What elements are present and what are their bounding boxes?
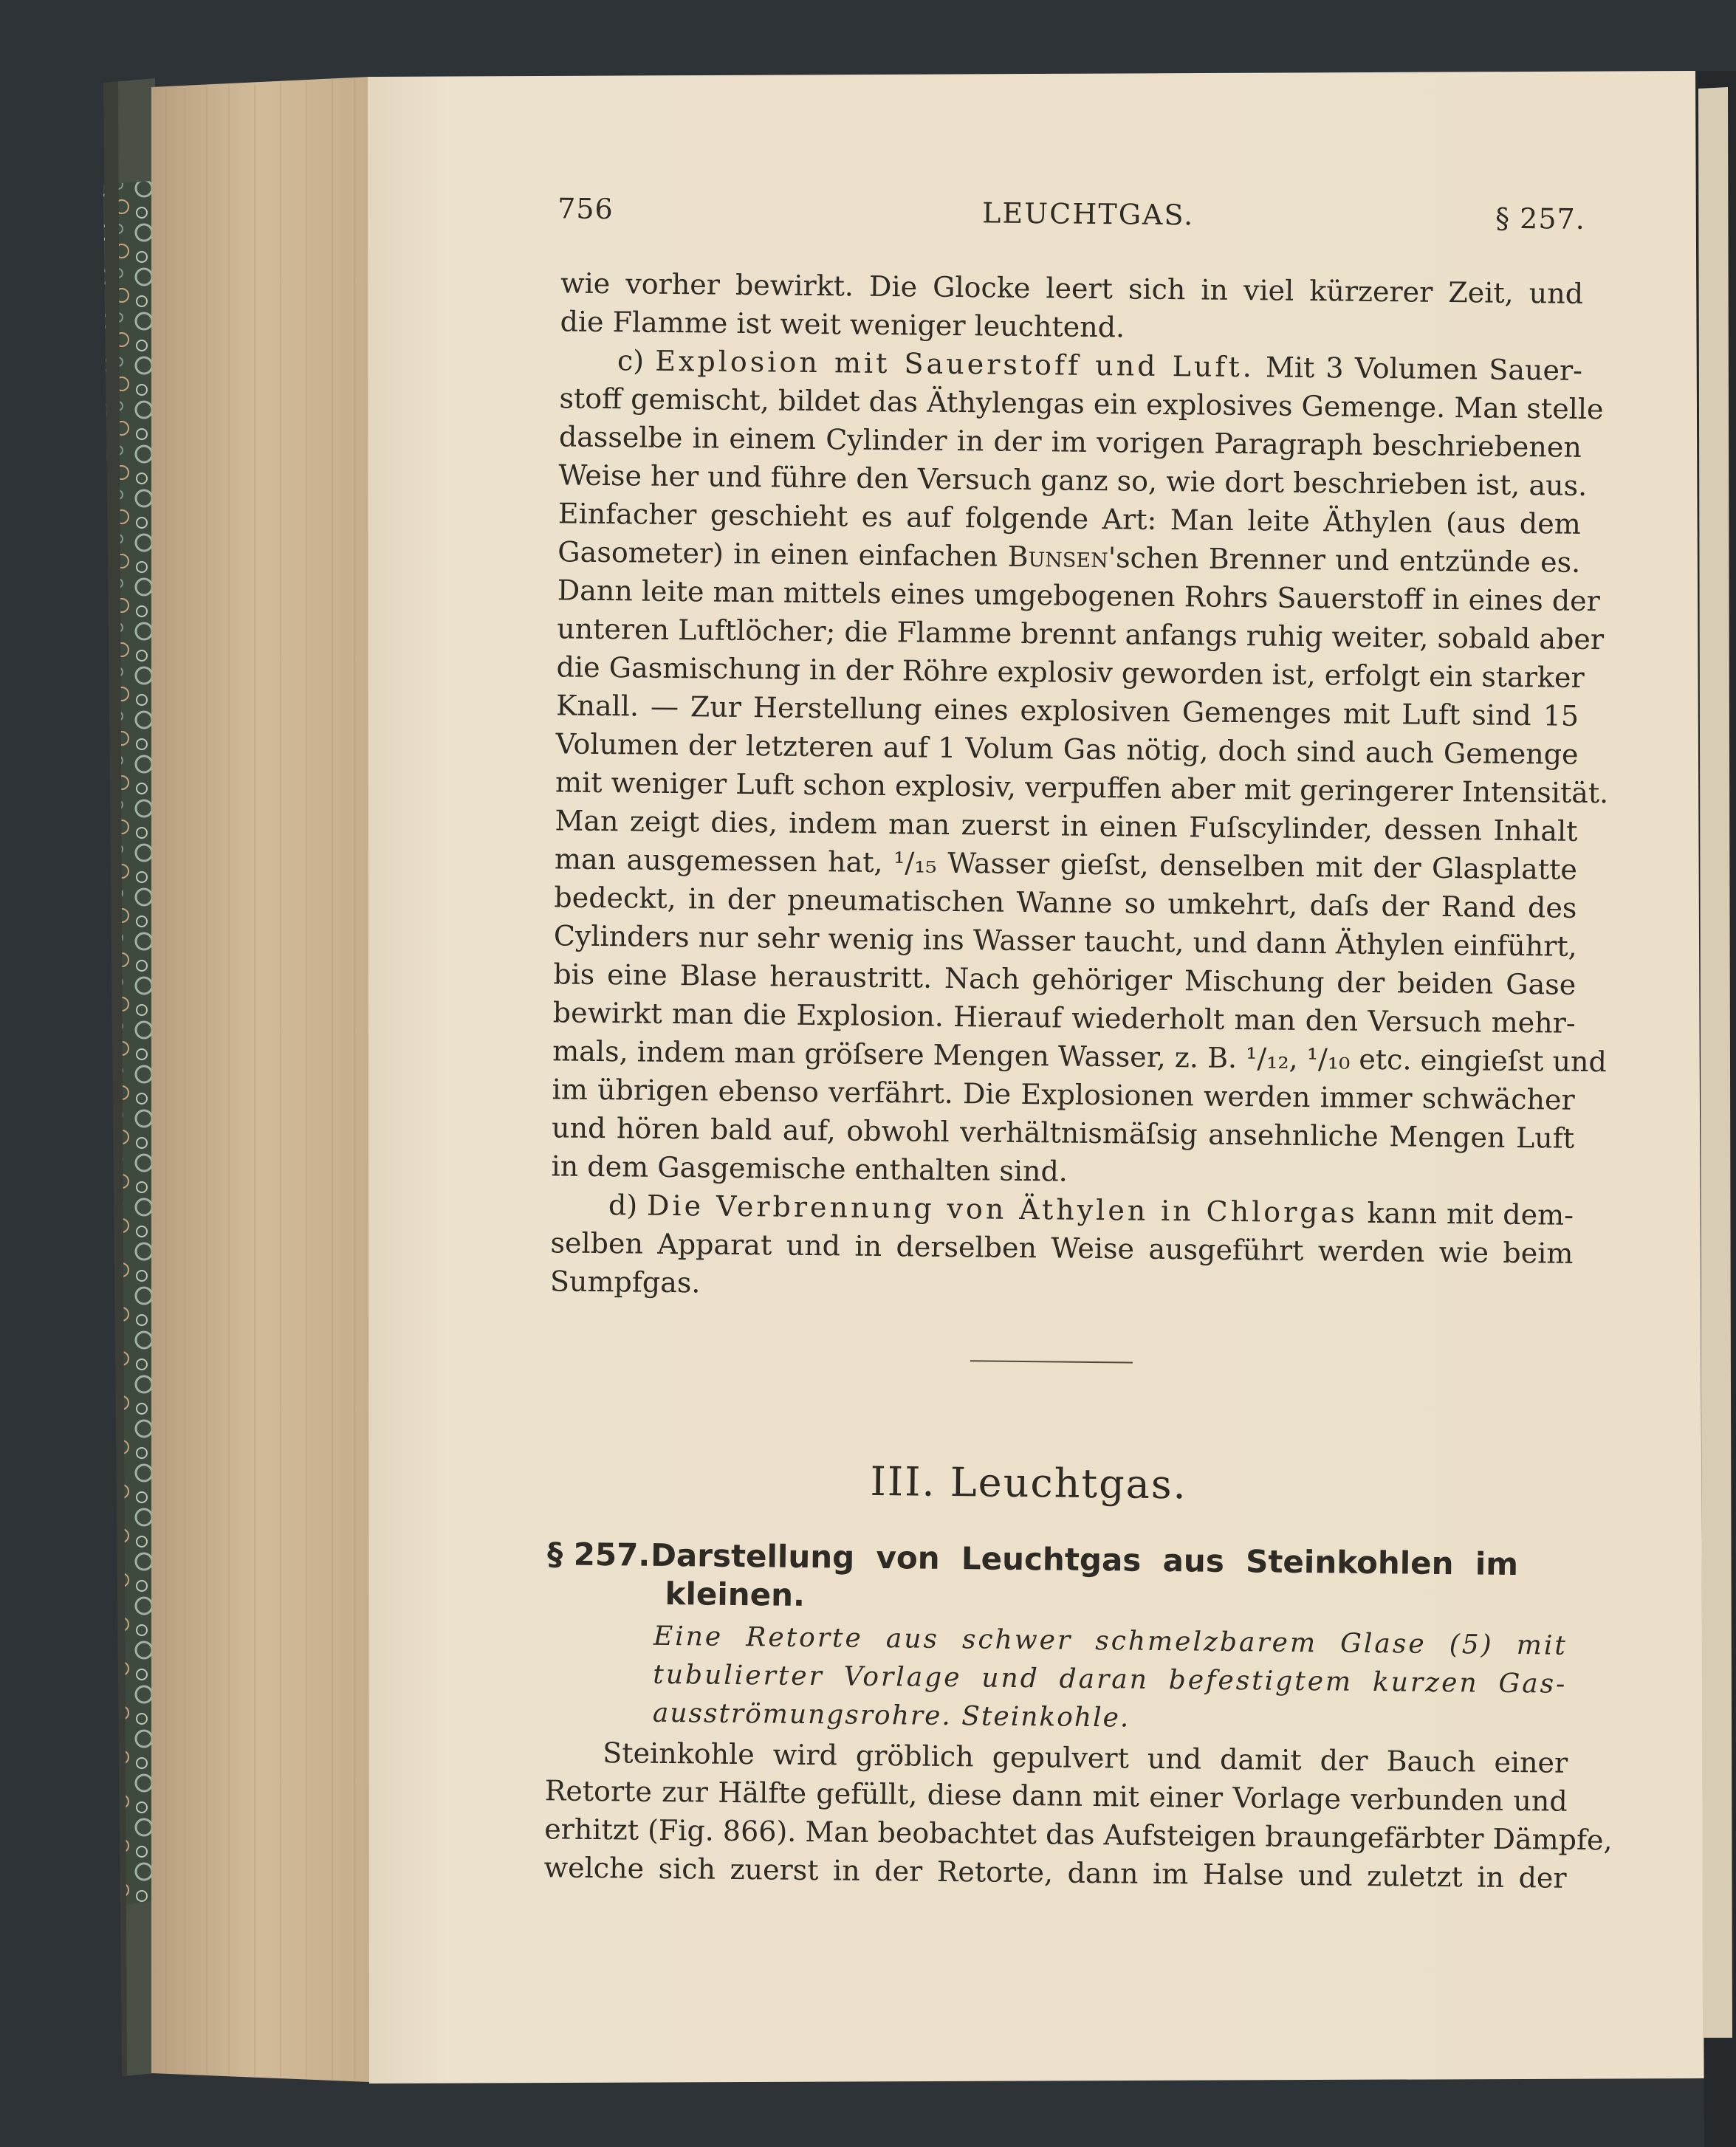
text-line: Cylinders nur sehr wenig ins Wasser taucht, und dann Äthylen einführt, [553, 919, 1577, 963]
text-fragment: kann mit dem- [1357, 1196, 1574, 1231]
text-fragment: Gasometer) in einen einfachen [557, 535, 1008, 573]
text-line: Knall. — Zur Herstellung eines explosiven Gemenges mit Luft sind 15 [555, 689, 1579, 732]
text-line: erhitzt (Fig. 866). Man beobachtet das Aufsteigen braungefärbter Dämpfe, [543, 1813, 1613, 1857]
text-line: bedeckt, in der pneumatischen Wanne so umkehrt, daſs der Rand des [554, 881, 1577, 924]
text-line: stoff gemischt, bildet das Äthylengas ein explosives Gemenge. Man stelle [559, 382, 1604, 426]
text-line: in dem Gasgemische enthalten sind. [551, 1150, 1068, 1188]
book-page [372, 80, 1694, 2079]
text-line: Retorte zur Hälfte gefüllt, diese dann mit einer Vorlage verbunden und [544, 1774, 1568, 1818]
page-stack [151, 77, 369, 2082]
chapter-title: III. Leuchtgas. [870, 1457, 1188, 1508]
section-number: § 257. [546, 1536, 651, 1573]
section-title: Darstellung von Leuchtgas aus Steinkohlen im [650, 1536, 1519, 1583]
text-line: Steinkohle wird gröblich gepulvert und damit der Bauch einer [603, 1737, 1568, 1779]
author-name: Bunsen [1007, 540, 1108, 574]
text-line: Weise her und führe den Versuch ganz so, wie dort beschrieben ist, aus. [558, 458, 1588, 502]
text-line: und hören bald auf, obwohl verhältnismäſsig ansehnliche Mengen Luft [551, 1111, 1575, 1155]
text-line [617, 343, 1582, 388]
text-line: wie vorher bewirkt. Die Glocke leert sich in viel kürzerer Zeit, und [560, 267, 1584, 310]
spaced-heading: Die Verbrennung von Äthylen in Chlorgas [646, 1189, 1359, 1229]
section-title-cont: kleinen. [665, 1575, 806, 1613]
materials-line: ausströmungsrohre. Steinkohle. [652, 1697, 1131, 1734]
text-line: welche sich zuerst in der Retorte, dann im Halse und zuletzt in der [543, 1851, 1567, 1894]
materials-line: Eine Retorte aus schwer schmelzbarem Glase (5) mit [653, 1621, 1568, 1661]
text-line: im übrigen ebenso verfährt. Die Explosionen werden immer schwächer [552, 1073, 1575, 1116]
text-line: man ausgemessen hat, ¹/₁₅ Wasser gieſst, denselben mit der Glasplatte [554, 842, 1578, 886]
text-line: Volumen der letzteren auf 1 Volum Gas nötig, doch sind auch Gemenge [555, 727, 1579, 771]
item-label: d) [608, 1189, 648, 1222]
item-label: c) [617, 344, 656, 377]
text-line: Man zeigt dies, indem man zuerst in einen Fuſscylinder, dessen Inhalt [555, 804, 1578, 848]
text-line: Dann leite man mittels eines umgebogenen Rohrs Sauerstoff in eines der [557, 574, 1601, 618]
spaced-heading: Explosion mit Sauerstoff und Luft. [655, 344, 1255, 384]
page-number: 756 [557, 192, 614, 226]
section-divider [970, 1360, 1133, 1363]
materials-line: tubulierter Vorlage und daran befestigtem kurzen Gas- [653, 1659, 1568, 1700]
text-line: mals, indem man gröſsere Mengen Wasser, z. B. ¹/₁₂, ¹/₁₀ etc. eingieſst und [552, 1034, 1608, 1079]
text-line: Sumpfgas. [549, 1265, 701, 1299]
section-marker: § 257. [1495, 202, 1586, 236]
text-fragment: 'schen Brenner und entzünde es. [1108, 541, 1581, 579]
text-line: bis eine Blase heraustritt. Nach gehöriger Mischung der beiden Gase [553, 958, 1577, 1001]
text-line: selben Apparat und in derselben Weise ausgeführt werden wie beim [550, 1226, 1574, 1270]
text-line: bewirkt man die Explosion. Hierauf wiederholt man den Versuch mehr- [552, 996, 1576, 1040]
text-line: die Flamme ist weit weniger leuchtend. [560, 305, 1125, 344]
text-line: Einfacher geschieht es auf folgende Art: Man leite Äthylen (aus dem [557, 497, 1582, 540]
text-fragment: Mit 3 Volumen Sauer- [1254, 351, 1583, 387]
text-line: dasselbe in einem Cylinder in der im vorigen Paragraph beschriebenen [558, 420, 1582, 464]
text-line [608, 1188, 1574, 1232]
running-title: LEUCHTGAS. [981, 196, 1195, 232]
text-line: mit weniger Luft schon explosiv, verpuffen aber mit geringerer Intensität. [555, 766, 1609, 810]
text-line: unteren Luftlöcher; die Flamme brennt anfangs ruhig weiter, sobald aber [556, 612, 1605, 656]
text-line [557, 535, 1580, 580]
text-line: die Gasmischung in der Röhre explosiv geworden ist, erfolgt ein starker [556, 650, 1585, 694]
